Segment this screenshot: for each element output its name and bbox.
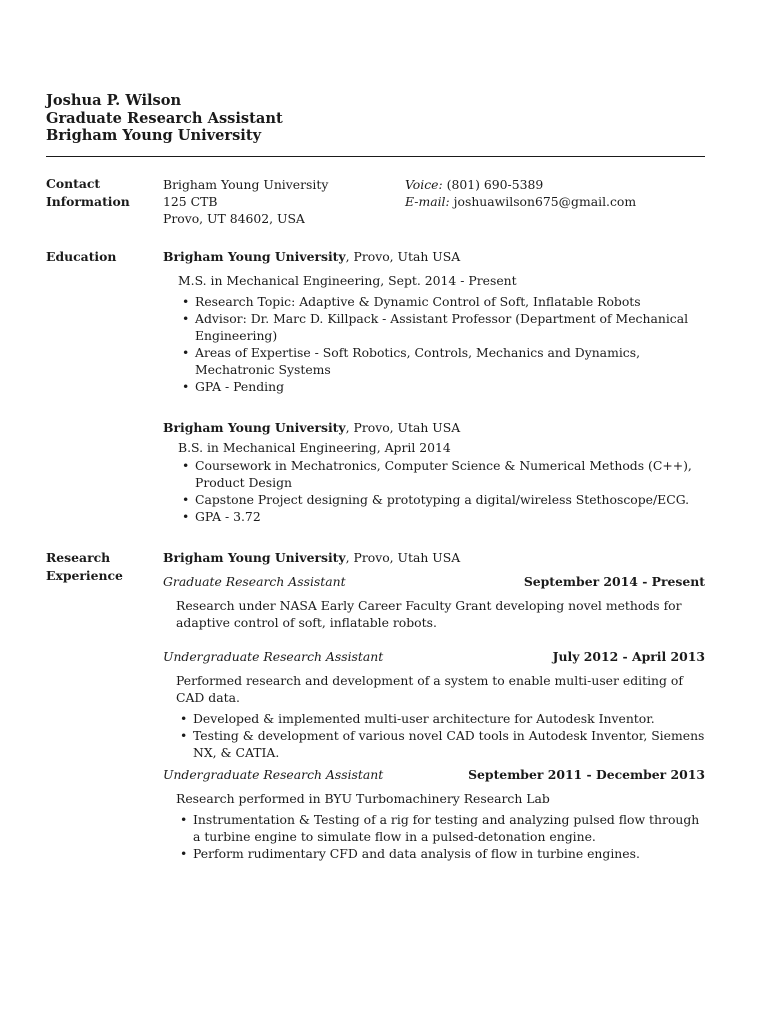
address-line: Brigham Young University — [163, 177, 329, 192]
role-title: Undergraduate Research Assistant — [163, 649, 384, 664]
address-line: Provo, UT 84602, USA — [163, 211, 305, 226]
role-dates: July 2012 - April 2013 — [552, 649, 705, 664]
role-header — [163, 648, 705, 666]
research-section-label — [46, 549, 156, 585]
education-institution — [163, 248, 705, 266]
voice-number: (801) 690-5389 — [446, 177, 544, 192]
email-row — [405, 193, 636, 210]
role-header — [163, 573, 705, 591]
role-header — [163, 766, 705, 784]
education-institution — [163, 419, 705, 437]
role-description: Research under NASA Early Career Faculty Grant developing novel methods for adaptive control of soft, inflatable robots. — [176, 598, 682, 630]
contact-label-line1: Contact — [46, 176, 101, 191]
research-label-line2: Experience — [46, 568, 123, 583]
list-item: • Developed & implemented multi-user architecture for Autodesk Inventor. — [193, 710, 705, 727]
contact-details — [405, 176, 636, 210]
list-item: • Coursework in Mechatronics, Computer Science & Numerical Methods (C++), Product Design — [195, 457, 705, 491]
email-label: E-mail: — [405, 194, 450, 209]
header-institution: Brigham Young University — [46, 127, 262, 144]
role-title: Graduate Research Assistant — [163, 574, 346, 589]
school-location: , Provo, Utah USA — [345, 420, 461, 435]
degree-line: M.S. in Mechanical Engineering, Sept. 2014 - Present — [178, 273, 517, 288]
list-item: • Areas of Expertise - Soft Robotics, Controls, Mechanics and Dynamics, Mechatronic Systems — [195, 344, 705, 378]
voice-label: Voice: — [405, 177, 443, 192]
school-name: Brigham Young University — [163, 420, 346, 435]
education-section-label: Education — [46, 249, 117, 264]
education-bullets — [163, 293, 705, 395]
research-label-line1: Research — [46, 550, 111, 565]
role-description: Performed research and development of a system to enable multi-user editing of CAD data. — [176, 673, 683, 705]
resume-header — [46, 92, 283, 145]
school-name: Brigham Young University — [163, 249, 346, 264]
header-name: Joshua P. Wilson — [46, 92, 182, 109]
email-address: joshuawilson675@gmail.com — [453, 194, 637, 209]
role-dates: September 2014 - Present — [523, 574, 705, 589]
contact-section-label — [46, 175, 156, 211]
role-bullets — [163, 710, 705, 761]
contact-label-line2: Information — [46, 194, 130, 209]
header-title: Graduate Research Assistant — [46, 109, 283, 127]
address-line: 125 CTB — [163, 194, 218, 209]
school-location: , Provo, Utah USA — [345, 550, 461, 565]
school-location: , Provo, Utah USA — [345, 249, 461, 264]
role-dates: September 2011 - December 2013 — [468, 767, 705, 782]
education-entry-bs — [163, 419, 705, 525]
list-item: • Research Topic: Adaptive & Dynamic Control of Soft, Inflatable Robots — [195, 293, 705, 310]
list-item: • GPA - 3.72 — [195, 508, 705, 525]
header-divider — [46, 156, 705, 157]
education-entry-ms — [163, 248, 705, 395]
role-bullets — [163, 811, 705, 862]
list-item: • Instrumentation & Testing of a rig for testing and analyzing pulsed flow through a turbine engine to simulate flow in a pulsed-detonation engine. — [193, 811, 705, 845]
education-bullets — [163, 457, 705, 525]
list-item: • Perform rudimentary CFD and data analysis of flow in turbine engines. — [193, 845, 705, 862]
research-block — [163, 549, 705, 862]
contact-address — [163, 176, 328, 227]
list-item: • GPA - Pending — [195, 378, 705, 395]
research-institution — [163, 549, 705, 567]
role-title: Undergraduate Research Assistant — [163, 767, 384, 782]
list-item: • Capstone Project designing & prototyping a digital/wireless Stethoscope/ECG. — [195, 491, 705, 508]
list-item: • Testing & development of various novel CAD tools in Autodesk Inventor, Siemens NX, & CATIA. — [193, 727, 705, 761]
role-description: Research performed in BYU Turbomachinery Research Lab — [176, 791, 550, 806]
list-item: • Advisor: Dr. Marc D. Killpack - Assistant Professor (Department of Mechanical Engineering) — [195, 310, 705, 344]
degree-line: B.S. in Mechanical Engineering, April 2014 — [178, 440, 451, 455]
school-name: Brigham Young University — [163, 550, 346, 565]
voice-row — [405, 176, 636, 193]
